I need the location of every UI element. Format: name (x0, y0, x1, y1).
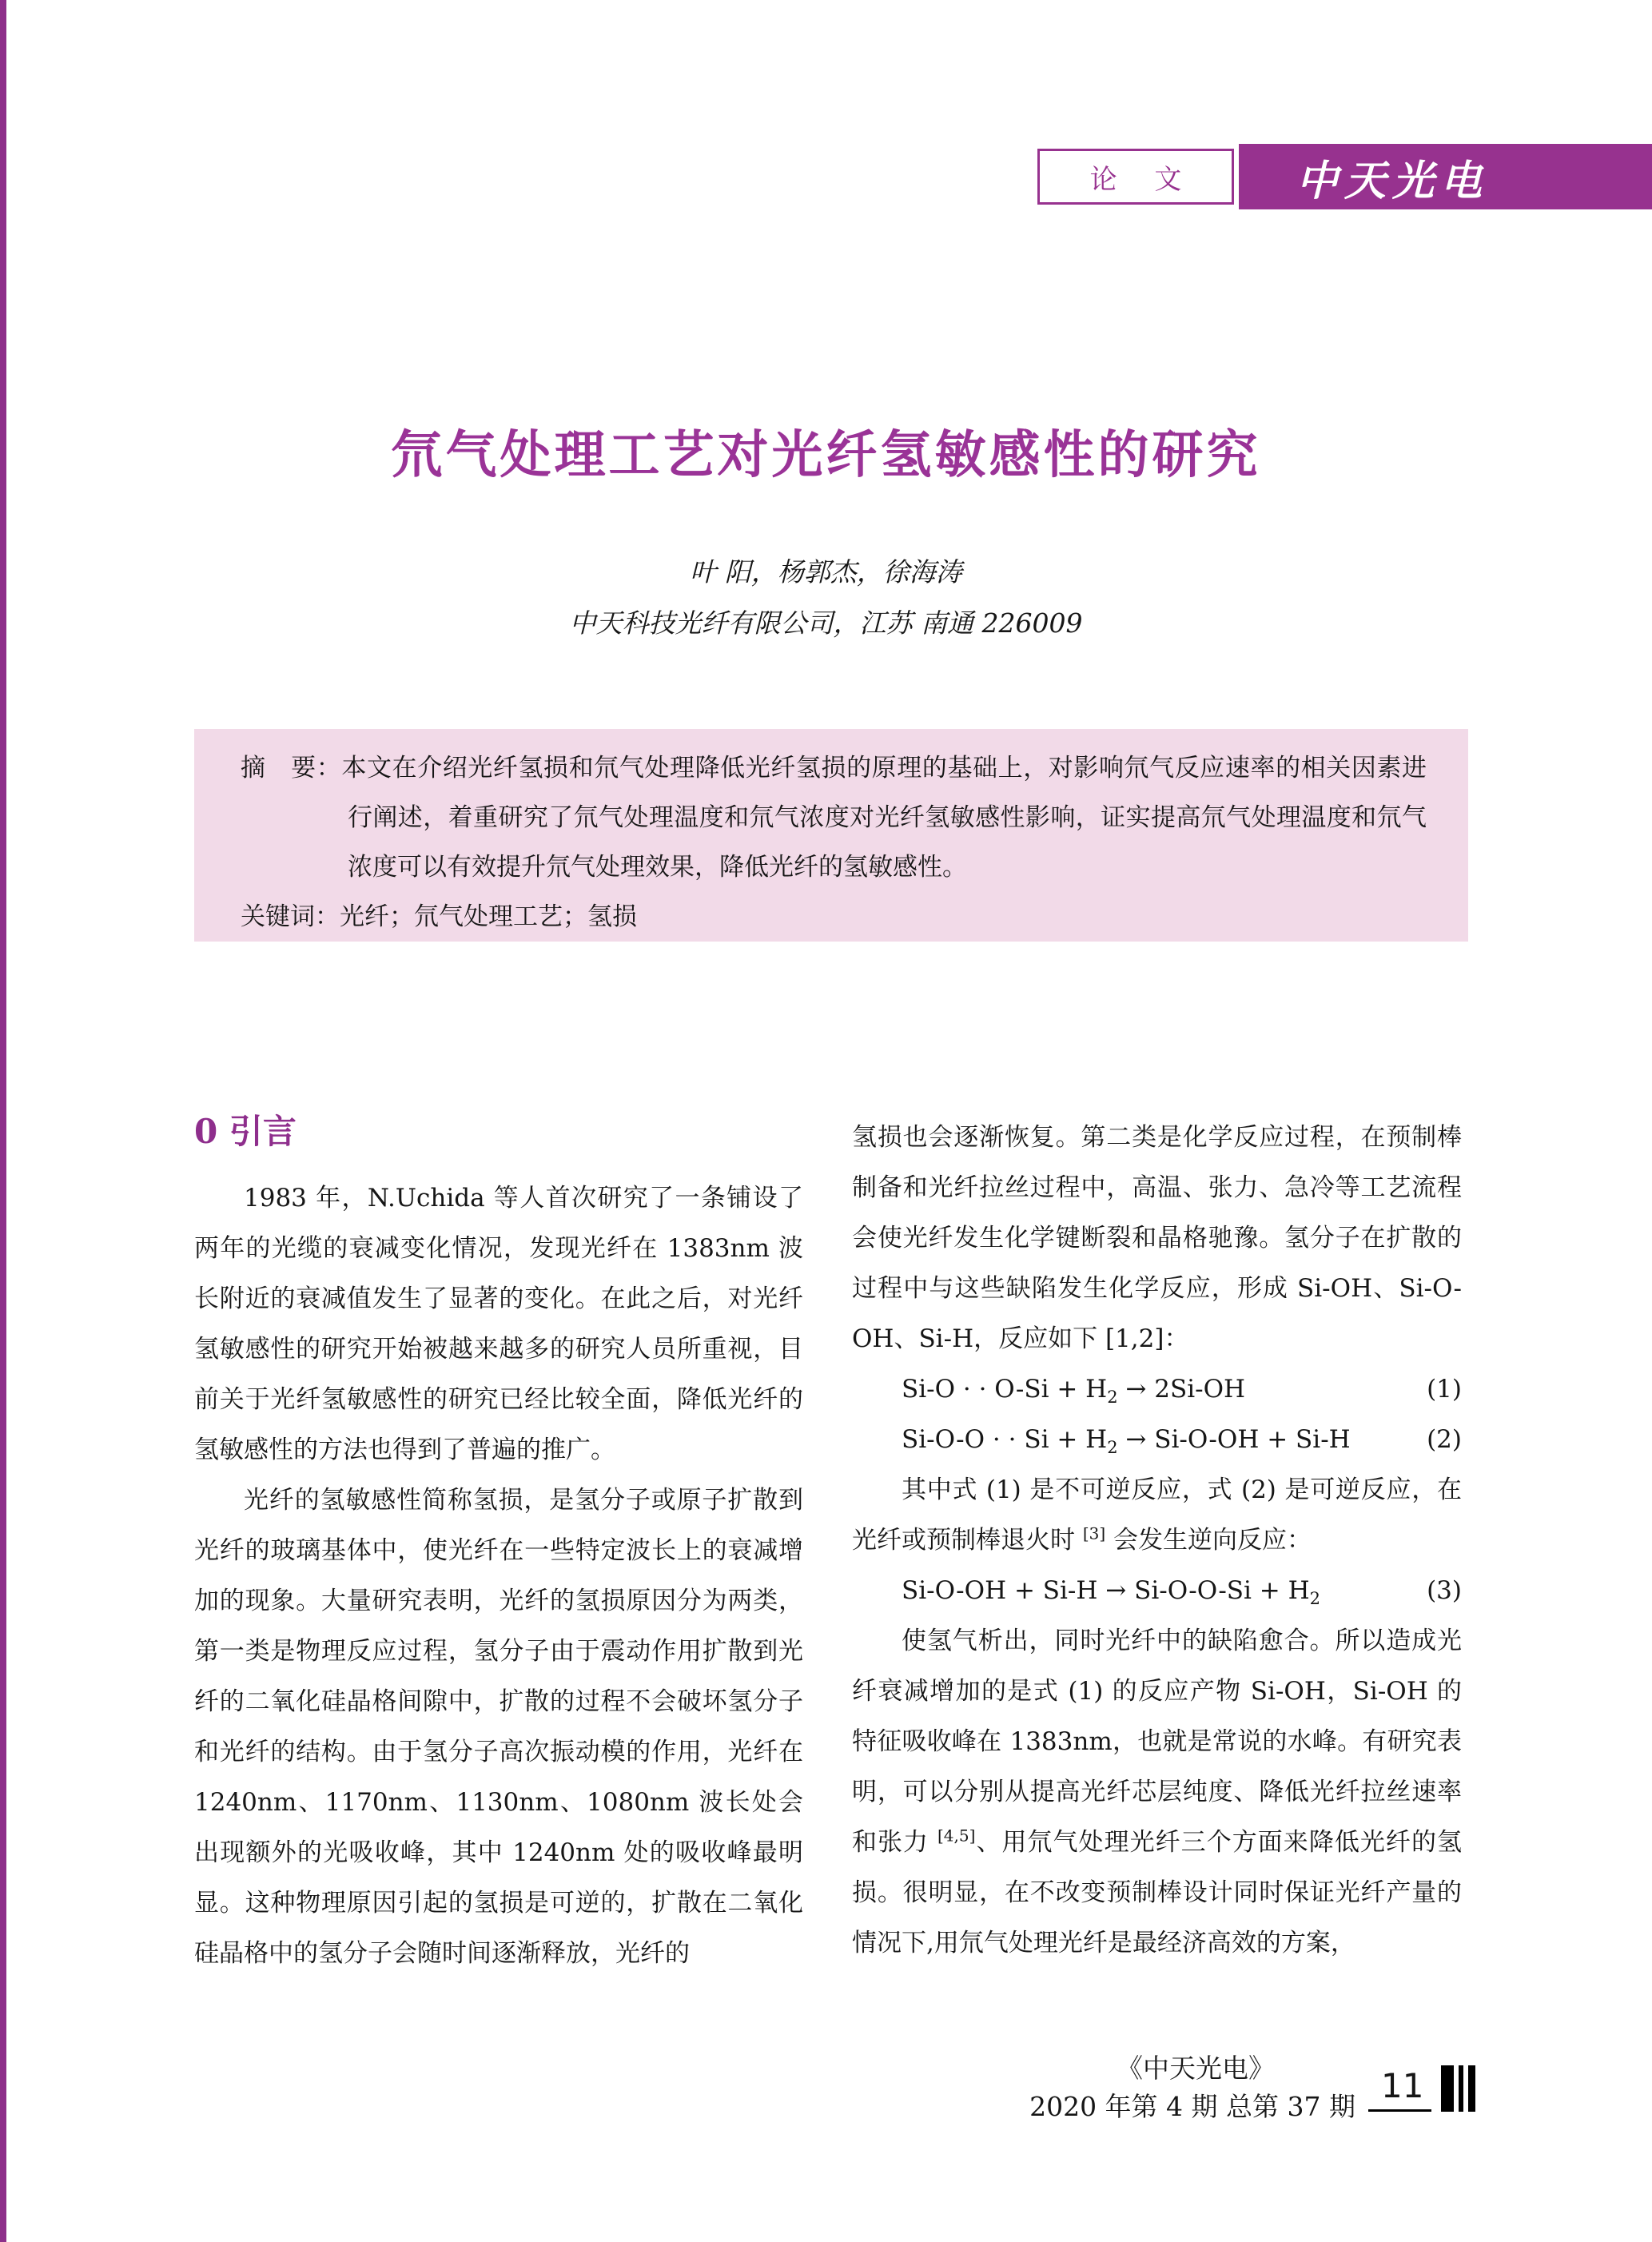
page-number: 11 (1368, 2069, 1431, 2112)
left-edge-accent-bar (0, 0, 6, 2242)
keywords-text: 光纤；氘气处理工艺；氢损 (340, 902, 637, 931)
journal-brand-logo: 中天光电 (1296, 156, 1489, 205)
equation-1-number: (1) (1427, 1375, 1462, 1404)
body-paragraph-1: 1983 年，N.Uchida 等人首次研究了一条铺设了两年的光缆的衰减变化情况，发现光纤在 1383nm 波长附近的衰减值发生了显著的变化。在此之后，对光纤氢敏感性的研究开始被越来越多的研究人员所重视，目前关于光纤氢敏感性的研究已经比较全面，降低光纤的氢敏感性的方法也得到了普遍的推广。 (194, 1184, 803, 1464)
section-heading: 0 引言 (194, 1112, 297, 1151)
paper-title: 氘气处理工艺对光纤氢敏感性的研究 (391, 425, 1261, 485)
article-type-label: 论 文 (1037, 149, 1234, 205)
equation-3 (852, 1566, 1462, 1616)
affiliation-line: 中天科技光纤有限公司，江苏 南通 226009 (569, 607, 1083, 639)
authors-line: 叶 阳，杨郭杰，徐海涛 (690, 556, 962, 587)
footer-issue-line: 2020 年第 4 期 总第 37 期 (1029, 2091, 1355, 2122)
body-paragraph-3: 氢损也会逐渐恢复。第二类是化学反应过程，在预制棒制备和光纤拉丝过程中，高温、张力、急冷等工艺流程会使光纤发生化学键断裂和晶格驰豫。氢分子在扩散的过程中与这些缺陷发生化学反应，形成 Si-OH、Si-O-OH、Si-H，反应如下 [1,2]： (852, 1123, 1462, 1353)
page-number-block (1368, 2065, 1475, 2112)
article-type-box (1033, 144, 1239, 209)
citation-ref-45: [4,5] (937, 1826, 976, 1846)
abstract-box (194, 729, 1468, 942)
body-paragraph-4: 其中式 (1) 是不可逆反应，式 (2) 是可逆反应，在光纤或预制棒退火时 [3] 会发生逆向反应： (852, 1475, 1462, 1555)
right-column (852, 1113, 1462, 1969)
citation-ref-3: [3] (1082, 1523, 1106, 1543)
footer-journal-name: 《中天光电》 (1117, 2053, 1275, 2084)
body-paragraph-2: 光纤的氢敏感性简称氢损，是氢分子或原子扩散到光纤的玻璃基体中，使光纤在一些特定波长上的衰减增加的现象。大量研究表明，光纤的氢损原因分为两类，第一类是物理反应过程，氢分子由于震动作用扩散到光纤的二氧化硅晶格间隙中，扩散的过程不会破坏氢分子和光纤的结构。由于氢分子高次振动模的作用，光纤在 1240nm、1170nm、1130nm、1080nm 波长处会出现额外的光吸收峰，其中 1240nm 处的吸收峰最明显。这种物理原因引起的氢损是可逆的，扩散在二氧化硅晶格中的氢分子会随时间逐渐释放，光纤的 (194, 1486, 803, 1968)
equation-1 (852, 1364, 1462, 1415)
equation-1-body: Si-O · · $O-Si + H_2 \to 2Si-OH$ (902, 1375, 1246, 1408)
equation-2-body: Si-O-O · · $Si + H_2 \to Si-O-OH + Si-H$ (902, 1425, 1351, 1458)
keywords-line (241, 892, 1427, 942)
abstract-label: 摘 要： (241, 754, 342, 783)
equation-3-body: $Si-O-OH + Si-H \to Si-O-O-Si + H_2$ (902, 1576, 1321, 1609)
left-column (194, 1113, 803, 1979)
body-paragraph-5: 使氢气析出，同时光纤中的缺陷愈合。所以造成光纤衰减增加的是式 (1) 的反应产物 Si-OH，Si-OH 的特征吸收峰在 1383nm，也就是常说的水峰。有研究表明，可以分别从提高光纤芯层纯度、降低光纤拉丝速率和张力 [4,5]、用氘气处理光纤三个方面来降低光纤的氢损。很明显，在不改变预制棒设计同时保证光纤产量的情况下,用氘气处理光纤是最经济高效的方案， (852, 1627, 1462, 1957)
keywords-label: 关键词： (241, 902, 340, 931)
abstract-text: 本文在介绍光纤氢损和氘气处理降低光纤氢损的原理的基础上，对影响氘气反应速率的相关因素进行阐述，着重研究了氘气处理温度和氘气浓度对光纤氢敏感性影响，证实提高氘气处理温度和氘气浓度可以有效提升氘气处理效果，降低光纤的氢敏感性。 (341, 754, 1427, 882)
equation-2-number: (2) (1427, 1425, 1462, 1454)
equation-3-number: (3) (1427, 1576, 1462, 1605)
page-edge-bars-icon (1441, 2065, 1475, 2112)
equation-2 (852, 1415, 1462, 1465)
header-band (1033, 144, 1652, 209)
abstract-paragraph (241, 743, 1427, 892)
